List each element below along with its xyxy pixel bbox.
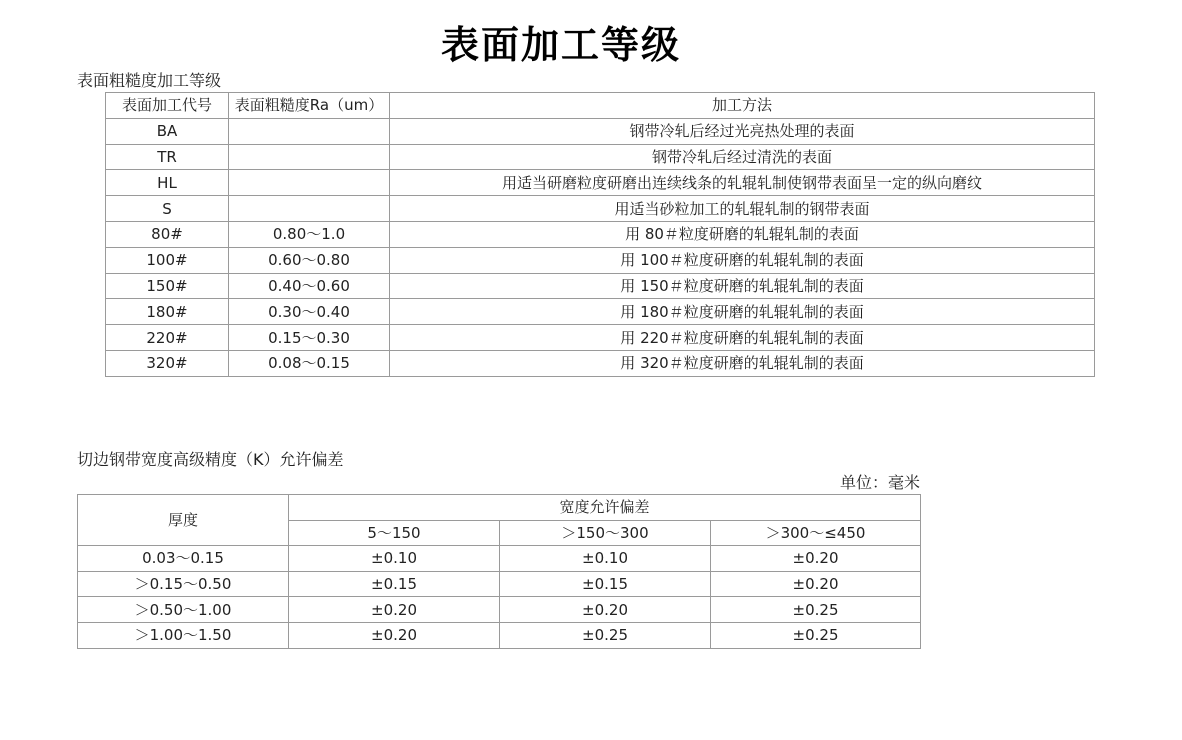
table-header-row [106,93,1095,119]
cell-method: 用 100＃粒度研磨的轧辊轧制的表面 [390,247,1095,273]
cell-thickness: ＞0.50～1.00 [78,597,289,623]
cell-method: 钢带冷轧后经过光亮热处理的表面 [390,118,1095,144]
cell-tolerance: ±0.20 [289,622,500,648]
cell-method: 钢带冷轧后经过清洗的表面 [390,144,1095,170]
cell-tolerance: ±0.20 [711,571,921,597]
cell-code: BA [106,118,229,144]
cell-method: 用 320＃粒度研磨的轧辊轧制的表面 [390,350,1095,376]
cell-tolerance: ±0.25 [711,622,921,648]
cell-roughness [229,196,390,222]
header-code: 表面加工代号 [106,93,229,119]
cell-code: 180# [106,299,229,325]
table-row [106,273,1095,299]
header-method: 加工方法 [390,93,1095,119]
table-row [78,546,921,572]
table-row [106,325,1095,351]
cell-tolerance: ±0.25 [500,622,711,648]
cell-tolerance: ±0.10 [500,546,711,572]
cell-code: 150# [106,273,229,299]
page-title: 表面加工等级 [440,22,681,67]
header-width-tolerance: 宽度允许偏差 [289,495,921,521]
table-row [78,597,921,623]
table-row [78,622,921,648]
table-row [106,221,1095,247]
table-row [106,118,1095,144]
header-roughness: 表面粗糙度Ra（um） [229,93,390,119]
header-width-range: 5～150 [289,520,500,546]
cell-tolerance: ±0.15 [289,571,500,597]
cell-method: 用适当砂粒加工的轧辊轧制的钢带表面 [390,196,1095,222]
cell-roughness [229,144,390,170]
cell-tolerance: ±0.10 [289,546,500,572]
table-header-row [78,495,921,521]
cell-method: 用 220＃粒度研磨的轧辊轧制的表面 [390,325,1095,351]
cell-tolerance: ±0.20 [500,597,711,623]
table-row [106,299,1095,325]
cell-method: 用适当研磨粒度研磨出连续线条的轧辊轧制使钢带表面呈一定的纵向磨纹 [390,170,1095,196]
cell-tolerance: ±0.15 [500,571,711,597]
cell-roughness: 0.15～0.30 [229,325,390,351]
header-width-range: ＞150～300 [500,520,711,546]
cell-code: 80# [106,221,229,247]
cell-code: TR [106,144,229,170]
cell-code: 320# [106,350,229,376]
cell-tolerance: ±0.20 [289,597,500,623]
table-row [106,196,1095,222]
cell-tolerance: ±0.25 [711,597,921,623]
cell-method: 用 180＃粒度研磨的轧辊轧制的表面 [390,299,1095,325]
unit-label: 单位：毫米 [839,473,920,492]
surface-roughness-table [105,92,1095,377]
table-row [106,170,1095,196]
surface-section-title: 表面粗糙度加工等级 [77,71,222,90]
cell-roughness [229,118,390,144]
cell-code: 220# [106,325,229,351]
table-row [106,247,1095,273]
cell-method: 用 80＃粒度研磨的轧辊轧制的表面 [390,221,1095,247]
tolerance-section-title: 切边钢带宽度高级精度（K）允许偏差 [77,450,344,469]
cell-roughness [229,170,390,196]
cell-roughness: 0.80～1.0 [229,221,390,247]
cell-tolerance: ±0.20 [711,546,921,572]
cell-thickness: 0.03～0.15 [78,546,289,572]
cell-code: HL [106,170,229,196]
table-row [106,144,1095,170]
cell-roughness: 0.08～0.15 [229,350,390,376]
cell-code: 100# [106,247,229,273]
cell-roughness: 0.60～0.80 [229,247,390,273]
cell-roughness: 0.30～0.40 [229,299,390,325]
cell-thickness: ＞0.15～0.50 [78,571,289,597]
header-thickness: 厚度 [78,495,289,546]
cell-roughness: 0.40～0.60 [229,273,390,299]
cell-method: 用 150＃粒度研磨的轧辊轧制的表面 [390,273,1095,299]
width-tolerance-table [77,494,921,649]
table-row [106,350,1095,376]
header-width-range: ＞300～≤450 [711,520,921,546]
cell-code: S [106,196,229,222]
cell-thickness: ＞1.00～1.50 [78,622,289,648]
table-row [78,571,921,597]
